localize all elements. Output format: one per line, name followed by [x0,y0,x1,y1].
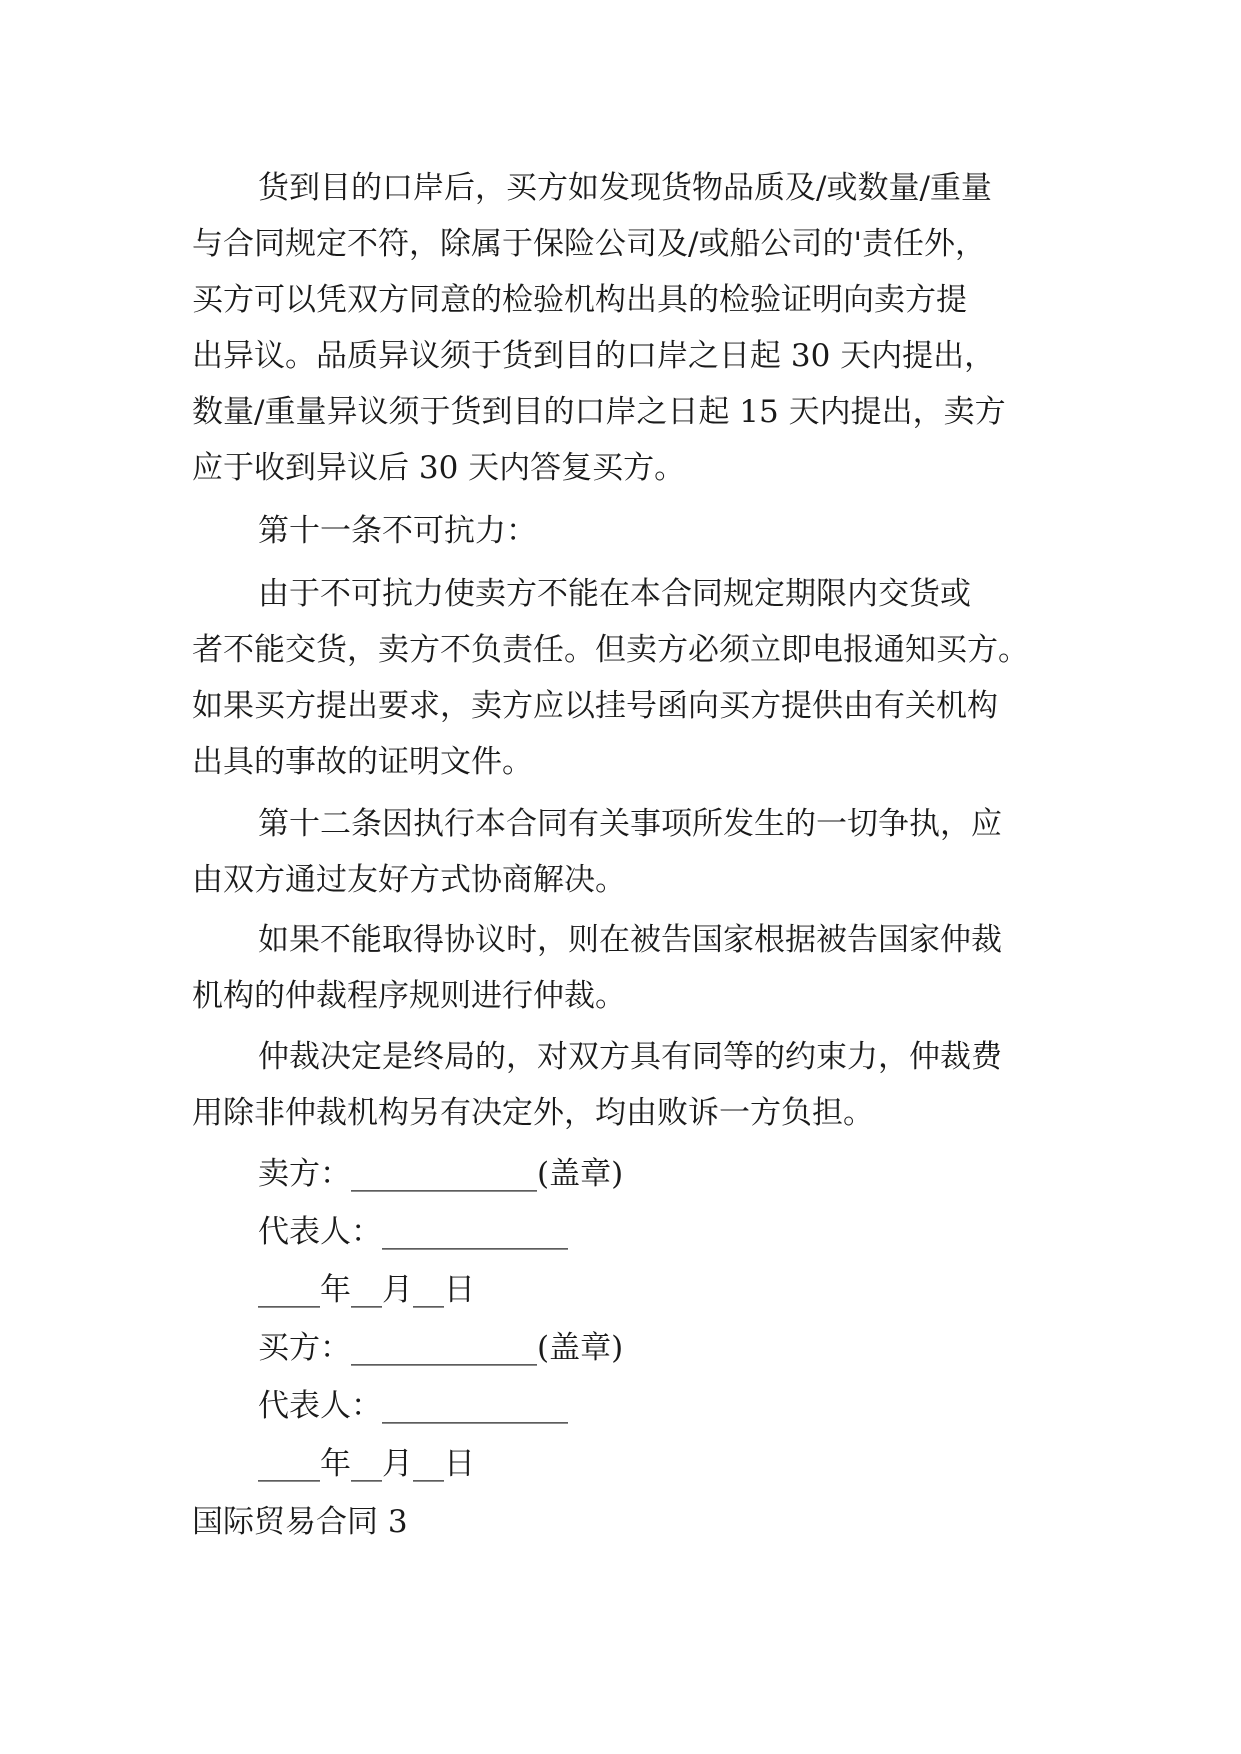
text-line: 如果买方提出要求，卖方应以挂号函向买方提供由有关机构 [192,688,998,724]
text-line: 者不能交货，卖方不负责任。但卖方必须立即电报通知买方。 [192,632,1029,668]
text-line: 出具的事故的证明文件。 [192,744,533,780]
text-line: 机构的仲裁程序规则进行仲裁。 [192,978,626,1014]
seller-representative-line: 代表人：____________ [258,1214,568,1250]
text-line: 货到目的口岸后，买方如发现货物品质及/或数量/重量 [258,170,992,206]
seller-date-line: ____年__月__日 [258,1272,475,1308]
buyer-representative-line: 代表人：____________ [258,1388,568,1424]
article-11-title: 第十一条不可抗力： [258,513,537,549]
text-line: 与合同规定不符，除属于保险公司及/或船公司的'责任外， [192,226,986,262]
text-line: 用除非仲裁机构另有决定外，均由败诉一方负担。 [192,1095,874,1131]
buyer-signature-line: 买方：____________(盖章) [258,1330,624,1366]
text-line: 如果不能取得协议时，则在被告国家根据被告国家仲裁 [258,922,1002,958]
text-line: 买方可以凭双方同意的检验机构出具的检验证明向卖方提 [192,282,967,318]
buyer-date-line: ____年__月__日 [258,1446,475,1482]
text-line: 由双方通过友好方式协商解决。 [192,862,626,898]
seller-signature-line: 卖方：____________(盖章) [258,1156,624,1192]
text-line: 数量/重量异议须于货到目的口岸之日起 15 天内提出，卖方 [192,394,1006,430]
text-line: 仲裁决定是终局的，对双方具有同等的约束力，仲裁费 [258,1039,1002,1075]
text-line: 由于不可抗力使卖方不能在本合同规定期限内交货或 [258,576,971,612]
text-line: 出异议。品质异议须于货到目的口岸之日起 30 天内提出， [192,338,996,374]
text-line: 第十二条因执行本合同有关事项所发生的一切争执，应 [258,806,1002,842]
next-section-title: 国际贸易合同 3 [192,1504,408,1540]
text-line: 应于收到异议后 30 天内答复买方。 [192,450,686,486]
